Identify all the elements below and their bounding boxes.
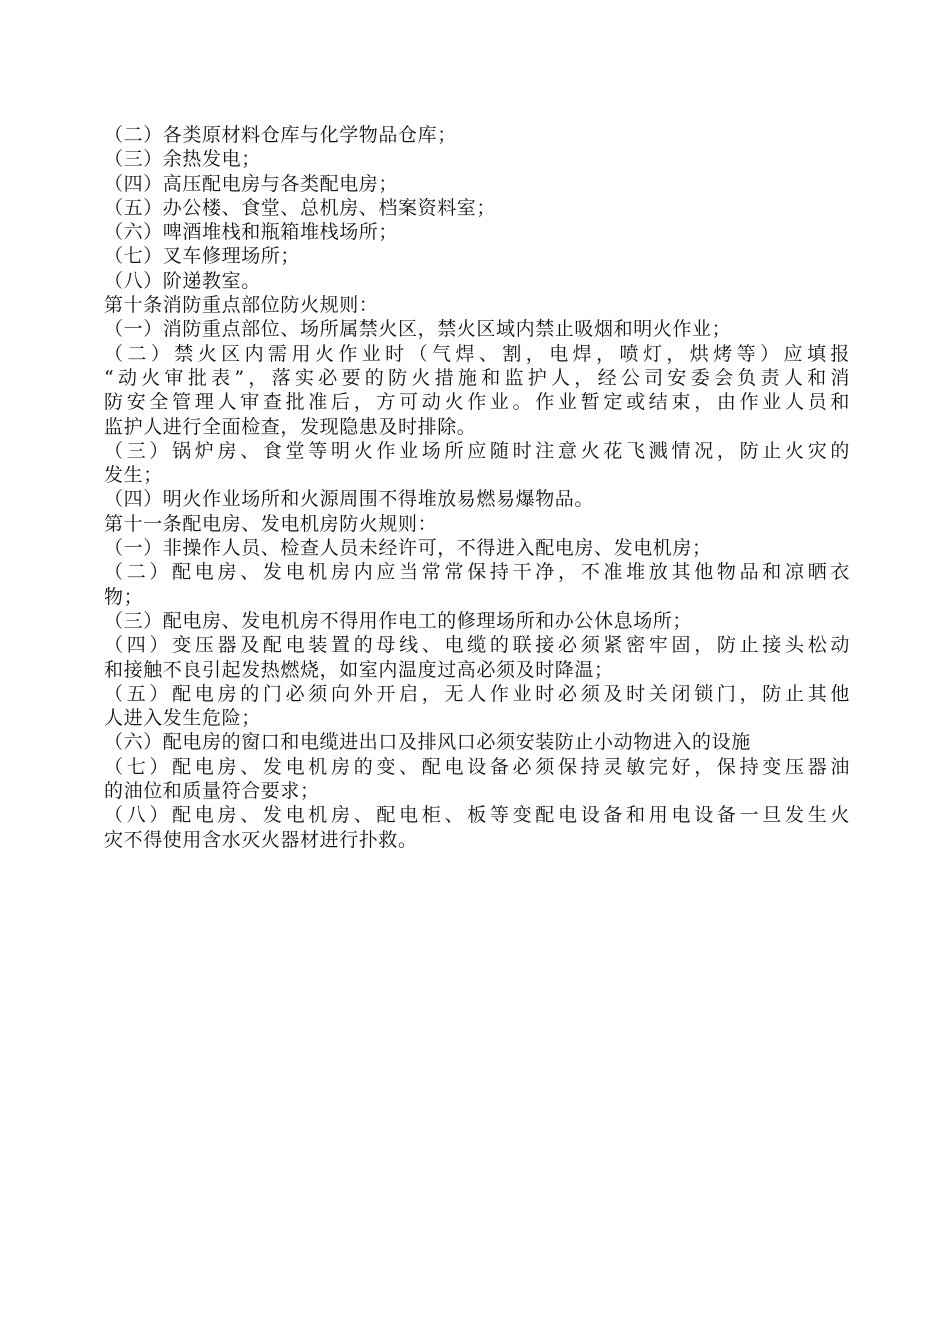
text-line: （四）高压配电房与各类配电房； <box>104 172 399 195</box>
document-body <box>104 123 850 852</box>
text-line: 和接触不良引起发热燃烧，如室内温度过高必须及时降温； <box>104 658 614 681</box>
text-line: （一）非操作人员、检查人员未经许可，不得进入配电房、发电机房； <box>104 537 712 560</box>
text-line: “动火审批表”，落实必要的防火措施和监护人，经公司安委会负责人和消 <box>104 366 850 389</box>
text-line: （六）啤酒堆栈和瓶箱堆栈场所； <box>104 221 399 244</box>
text-line: （四）明火作业场所和火源周围不得堆放易燃易爆物品。 <box>104 488 595 511</box>
text-line: 发生； <box>104 464 163 487</box>
text-line: （七）叉车修理场所； <box>104 245 301 268</box>
text-line: 监护人进行全面检查，发现隐患及时排除。 <box>104 415 477 438</box>
text-line: （八）阶递教室。 <box>104 269 261 292</box>
text-line: （二）禁火区内需用火作业时（气焊、割，电焊，喷灯，烘烤等）应填报 <box>104 342 850 365</box>
text-line: （四）变压器及配电装置的母线、电缆的联接必须紧密牢固，防止接头松动 <box>104 634 850 657</box>
text-line: （五）办公楼、食堂、总机房、档案资料室； <box>104 196 497 219</box>
text-line: 的油位和质量符合要求； <box>104 780 320 803</box>
text-line: （三）余热发电； <box>104 148 261 171</box>
text-line: （七）配电房、发电机房的变、配电设备必须保持灵敏完好，保持变压器油 <box>104 755 850 778</box>
text-line: 防安全管理人审查批准后，方可动火作业。作业暂定或结束，由作业人员和 <box>104 391 850 414</box>
text-line: 人进入发生危险； <box>104 707 261 730</box>
text-line: 物； <box>104 585 144 608</box>
text-line: （一）消防重点部位、场所属禁火区，禁火区域内禁止吸烟和明火作业； <box>104 318 732 341</box>
section-heading: 第十一条配电房、发电机房防火规则： <box>104 512 438 535</box>
text-line: （二）各类原材料仓库与化学物品仓库； <box>104 124 457 146</box>
text-line: （二）配电房、发电机房内应当常常保持干净，不准堆放其他物品和凉晒衣 <box>104 561 850 584</box>
text-line: （五）配电房的门必须向外开启，无人作业时必须及时关闭锁门，防止其他 <box>104 682 850 705</box>
text-line: 灾不得使用含水灭火器材进行扑救。 <box>104 828 418 851</box>
text-line: （八）配电房、发电机房、配电柜、板等变配电设备和用电设备一旦发生火 <box>104 804 850 827</box>
text-line: （三）锅炉房、食堂等明火作业场所应随时注意火花飞溅情况，防止火灾的 <box>104 439 850 462</box>
text-line: （三）配电房、发电机房不得用作电工的修理场所和办公休息场所； <box>104 609 693 632</box>
text-line: （六）配电房的窗口和电缆进出口及排风口必须安装防止小动物进入的设施 <box>104 731 751 754</box>
section-heading: 第十条消防重点部位防火规则： <box>104 294 379 317</box>
